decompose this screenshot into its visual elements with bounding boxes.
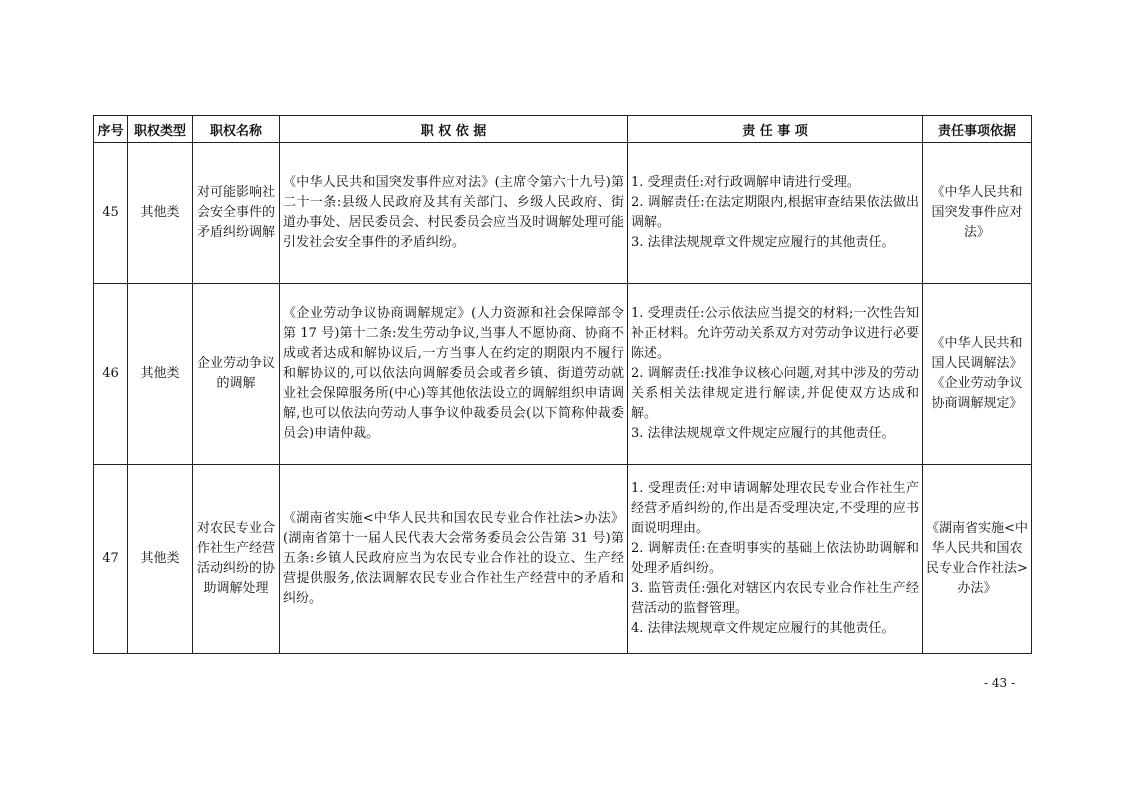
row-seq: 45	[94, 143, 128, 284]
responsibility-item: 3. 法律法规规章文件规定应履行的其他责任。	[631, 235, 895, 250]
header-seq: 序号	[94, 116, 128, 143]
row-name: 对农民专业合作社生产经营活动纠纷的协助调解处理	[193, 465, 280, 654]
duty-table	[93, 115, 1032, 654]
header-name: 职权名称	[193, 116, 280, 143]
row-seq: 47	[94, 465, 128, 654]
row-responsibility-basis: 《湖南省实施<中华人民共和国农民专业合作社法>办法》	[923, 465, 1032, 654]
header-responsibility-basis: 责任事项依据	[923, 116, 1032, 143]
row-type: 其他类	[128, 284, 193, 465]
responsibility-item: 3. 监管责任:强化对辖区内农民专业合作社生产经营活动的监督管理。	[631, 581, 919, 616]
table-row	[94, 143, 1032, 284]
responsibility-item: 2. 调解责任:在查明事实的基础上依法协助调解和处理矛盾纠纷。	[631, 541, 919, 576]
row-basis: 《企业劳动争议协商调解规定》(人力资源和社会保障部令第 17 号)第十二条:发生劳动争议,当事人不愿协商、协商不成或者达成和解协议后,一方当事人在约定的期限内不履行和解协议的,可以依法向调解委员会或者乡镇、街道劳动就业社会保障服务所(中心)等其他依法设立的调解组织申请调解,也可以依法向劳动人事争议仲裁委员会(以下简称仲裁委员会)申请仲裁。	[280, 284, 628, 465]
row-responsibility-basis: 《中华人民共和国人民调解法》《企业劳动争议协商调解规定》	[923, 284, 1032, 465]
row-basis: 《湖南省实施<中华人民共和国农民专业合作社法>办法》(湖南省第十一届人民代表大会常务委员会公告第 31 号)第五条:乡镇人民政府应当为农民专业合作社的设立、生产经营提供服务,依法调解农民专业合作社生产经营中的矛盾和纠纷。	[280, 465, 628, 654]
row-name: 企业劳动争议的调解	[193, 284, 280, 465]
row-responsibilities	[628, 143, 923, 284]
row-responsibility-basis: 《中华人民共和国突发事件应对法》	[923, 143, 1032, 284]
row-seq: 46	[94, 284, 128, 465]
header-responsibility: 责 任 事 项	[628, 116, 923, 143]
table-row	[94, 284, 1032, 465]
row-type: 其他类	[128, 143, 193, 284]
row-responsibilities	[628, 465, 923, 654]
responsibility-item: 1. 受理责任:对行政调解申请进行受理。	[631, 175, 860, 190]
table-row	[94, 465, 1032, 654]
responsibility-item: 2. 调解责任:在法定期限内,根据审查结果依法做出调解。	[631, 195, 919, 230]
responsibility-item: 3. 法律法规规章文件规定应履行的其他责任。	[631, 426, 895, 441]
responsibility-item: 4. 法律法规规章文件规定应履行的其他责任。	[631, 621, 895, 636]
responsibility-item: 1. 受理责任:对申请调解处理农民专业合作社生产经营矛盾纠纷的,作出是否受理决定,不受理的应书面说明理由。	[631, 481, 919, 536]
responsibility-item: 2. 调解责任:找准争议核心问题,对其中涉及的劳动关系相关法律规定进行解读,并促使双方达成和解。	[631, 366, 919, 421]
responsibility-item: 1. 受理责任:公示依法应当提交的材料;一次性告知补正材料。允许劳动关系双方对劳动争议进行必要陈述。	[631, 306, 919, 361]
row-basis: 《中华人民共和国突发事件应对法》(主席令第六十九号)第二十一条:县级人民政府及其有关部门、乡级人民政府、街道办事处、居民委员会、村民委员会应当及时调解处理可能引发社会安全事件的矛盾纠纷。	[280, 143, 628, 284]
row-type: 其他类	[128, 465, 193, 654]
header-basis: 职 权 依 据	[280, 116, 628, 143]
page-number: - 43 -	[984, 676, 1016, 690]
row-name: 对可能影响社会安全事件的矛盾纠纷调解	[193, 143, 280, 284]
row-responsibilities	[628, 284, 923, 465]
header-type: 职权类型	[128, 116, 193, 143]
table-header-row	[94, 116, 1032, 143]
